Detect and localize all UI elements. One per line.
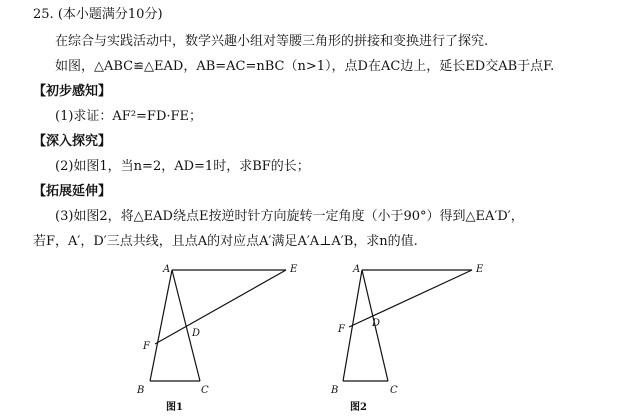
fig1-segment-ab bbox=[150, 270, 172, 381]
problem-number: 25. bbox=[33, 7, 54, 22]
fig2-label-f: F bbox=[338, 324, 345, 335]
fig2-label-a: A bbox=[353, 264, 361, 275]
part-2-text: (2)如图1，当n=2，AD=1时，求BF的长； bbox=[55, 159, 310, 174]
part-3-text-line2: 若F，A′，D′三点共线，且点A的对应点A′满足A′A⊥A′B，求n的值. bbox=[33, 234, 418, 249]
fig1-label-d: D bbox=[192, 328, 201, 339]
problem-header bbox=[33, 6, 163, 24]
section-title-initial: 【初步感知】 bbox=[33, 84, 112, 99]
figure-2-caption: 图2 bbox=[350, 402, 367, 413]
part-1-text: (1)求证：AF²=FD·FE； bbox=[55, 109, 203, 124]
figure-2-diagram bbox=[325, 260, 505, 400]
section-title-deep: 【深入探究】 bbox=[33, 134, 112, 149]
fig2-segment-ef bbox=[349, 270, 472, 327]
fig1-label-e: E bbox=[290, 264, 298, 275]
intro-text: 在综合与实践活动中，数学兴趣小组对等腰三角形的拼接和变换进行了探究. bbox=[55, 34, 489, 49]
fig2-label-e: E bbox=[476, 264, 484, 275]
fig1-label-c: C bbox=[201, 385, 209, 396]
given-text: 如图，△ABC≌△EAD，AB=AC=nBC（n>1），点D在AC边上，延长ED交AB于点F. bbox=[55, 59, 555, 74]
score-note: (本小题满分10分) bbox=[57, 7, 163, 22]
fig1-segment-ac bbox=[172, 270, 200, 381]
fig2-label-c: C bbox=[390, 385, 398, 396]
section-title-extend: 【拓展延伸】 bbox=[33, 184, 112, 199]
fig2-label-b: B bbox=[331, 385, 339, 396]
part-3-text-line1: (3)如图2，将△EAD绕点E按逆时针方向旋转一定角度（小于90°）得到△EA′D′， bbox=[55, 209, 524, 224]
fig1-label-b: B bbox=[137, 385, 145, 396]
figure-1-diagram bbox=[130, 260, 310, 400]
fig2-label-d: D bbox=[372, 318, 381, 329]
figure-1-caption: 图1 bbox=[166, 402, 183, 413]
fig1-label-a: A bbox=[163, 264, 171, 275]
fig1-label-f: F bbox=[143, 341, 150, 352]
